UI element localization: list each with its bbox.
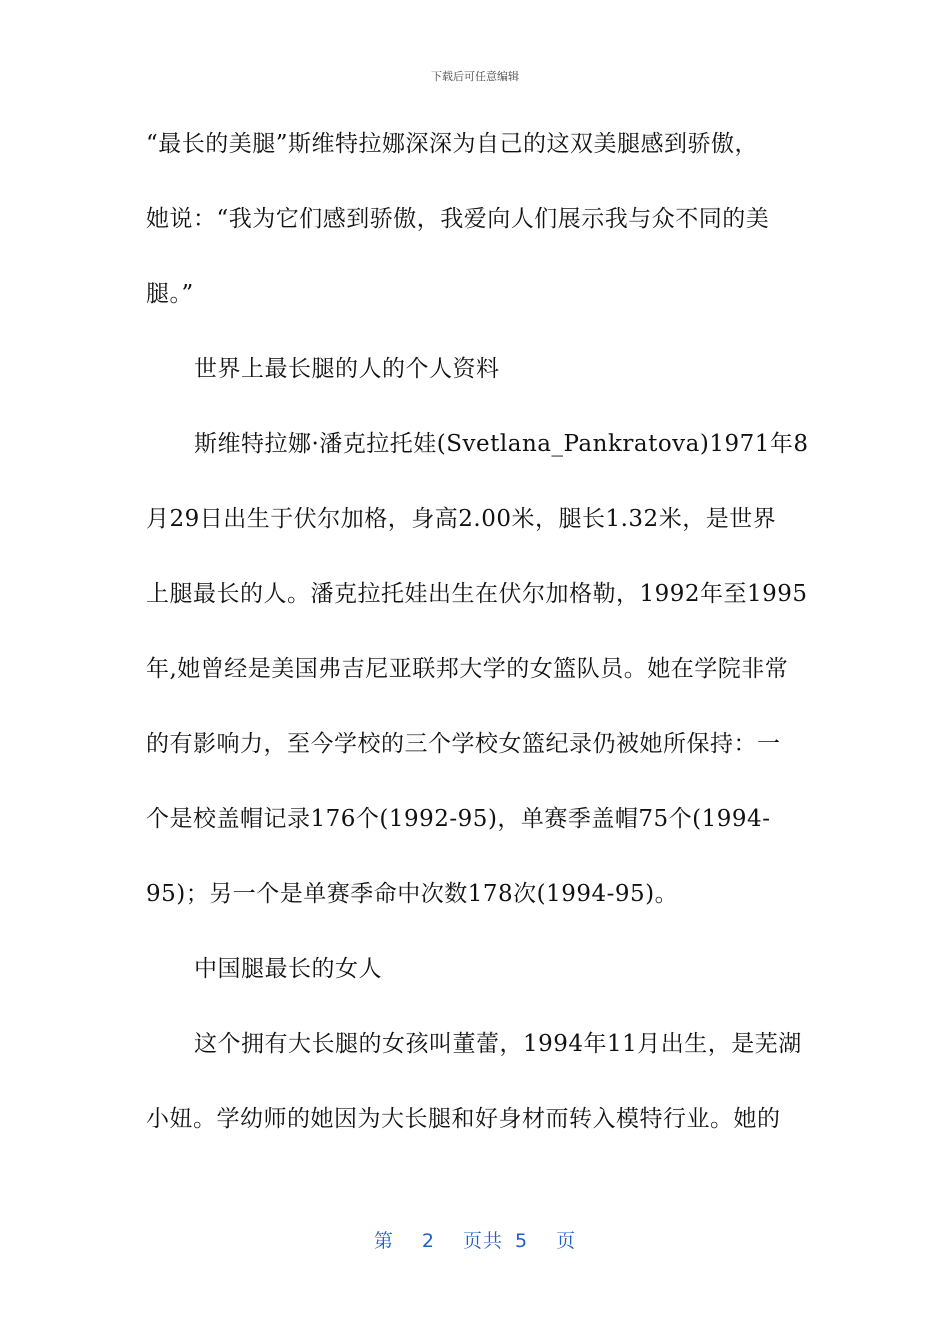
- paragraph-line: 她说：“我为它们感到骄傲，我爱向人们展示我与众不同的美: [146, 206, 770, 232]
- page-header-note: 下载后可任意编辑: [431, 70, 519, 83]
- paragraph-line: 年,她曾经是美国弗吉尼亚联邦大学的女篮队员。她在学院非常: [146, 656, 789, 682]
- page-prefix: 第: [373, 1230, 394, 1252]
- total-pages-number: 5: [515, 1230, 529, 1252]
- paragraph-line: 月29日出生于伏尔加格，身高2.00米，腿长1.32米，是世界: [146, 506, 777, 532]
- section-heading: 世界上最长腿的人的个人资料: [194, 356, 500, 382]
- paragraph-line: 个是校盖帽记录176个(1992-95)，单赛季盖帽75个(1994-: [146, 806, 771, 832]
- current-page-number: 2: [421, 1230, 435, 1252]
- paragraph-line: “最长的美腿”斯维特拉娜深深为自己的这双美腿感到骄傲，: [146, 131, 759, 157]
- section-heading: 中国腿最长的女人: [194, 956, 382, 982]
- paragraph-line: 腿。”: [146, 281, 194, 307]
- paragraph-line: 95)；另一个是单赛季命中次数178次(1994-95)。: [146, 881, 679, 907]
- paragraph-line: 这个拥有大长腿的女孩叫董蕾，1994年11月出生，是芜湖: [194, 1031, 802, 1057]
- page-suffix: 页: [556, 1230, 577, 1252]
- document-body: [146, 126, 809, 1176]
- paragraph-line: 上腿最长的人。潘克拉托娃出生在伏尔加格勒，1992年至1995: [146, 581, 808, 607]
- paragraph-line: 小妞。学幼师的她因为大长腿和好身材而转入模特行业。她的: [146, 1106, 781, 1132]
- page-mid-label: 页共: [462, 1230, 503, 1252]
- page-number-footer: [0, 1226, 950, 1253]
- paragraph-line: 的有影响力，至今学校的三个学校女篮纪录仍被她所保持：一: [146, 731, 781, 757]
- paragraph-line: 斯维特拉娜·潘克拉托娃(Svetlana_Pankratova)1971年8: [194, 431, 809, 457]
